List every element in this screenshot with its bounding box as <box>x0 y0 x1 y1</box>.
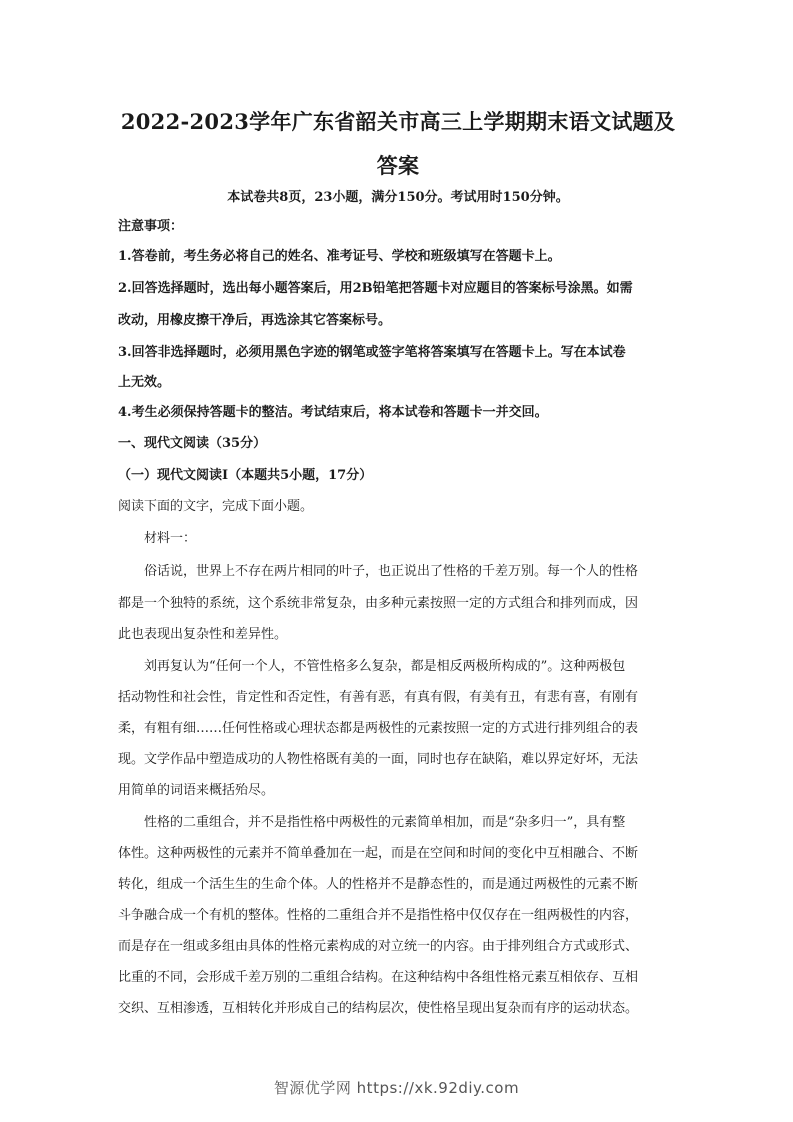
paragraph-line: 括动物性和社会性，肯定性和否定性，有善有恶，有真有假，有美有丑，有悲有喜，有刚有 <box>118 690 639 705</box>
notice-line: 2.回答选择题时，选出每小题答案后，用2B铅笔把答题卡对应题目的答案标号涂黑。如需 <box>118 281 633 296</box>
exam-info: 本试卷共8页，23小题，满分150分。考试用时150分钟。 <box>227 190 569 205</box>
paragraph-line: 现。文学作品中塑造成功的人物性格既有美的一面，同时也存在缺陷，难以界定好坏，无法 <box>118 752 639 767</box>
paragraph-line: 交织、互相渗透，互相转化并形成自己的结构层次，使性格呈现出复杂而有序的运动状态。 <box>118 1001 639 1016</box>
paragraph-line: 柔，有粗有细……任何性格或心理状态都是两极性的元素按照一定的方式进行排列组合的表 <box>118 721 639 736</box>
notice-line: 3.回答非选择题时，必须用黑色字迹的钢笔或签字笔将答案填写在答题卡上。写在本试卷 <box>118 345 626 360</box>
instruction-text: 阅读下面的文字，完成下面小题。 <box>118 499 314 514</box>
paragraph-line: 斗争融合成一个有机的整体。性格的二重组合并不是指性格中仅仅存在一组两极性的内容， <box>118 908 639 923</box>
paragraph-line: 而是存在一组或多组由具体的性格元素构成的对立统一的内容。由于排列组合方式或形式、 <box>118 939 639 954</box>
paragraph-line: 比重的不同，会形成千差万别的二重组合结构。在这种结构中各组性格元素互相依存、互相 <box>118 970 639 985</box>
material-label: 材料一： <box>144 531 197 546</box>
paragraph-line: 刘再复认为“任何一个人，不管性格多么复杂，都是相反两极所构成的”。这种两极包 <box>144 659 626 674</box>
notice-line: 上无效。 <box>118 375 171 390</box>
notice-heading: 注意事项： <box>118 219 184 234</box>
subsection-heading: （一）现代文阅读Ⅰ（本题共5小题，17分） <box>118 468 373 483</box>
paragraph-line: 转化，组成一个活生生的生命个体。人的性格并不是静态性的，而是通过两极性的元素不断 <box>118 877 639 892</box>
paragraph-line: 用简单的词语来概括殆尽。 <box>118 783 275 798</box>
notice-line: 1.答卷前，考生务必将自己的姓名、准考证号、学校和班级填写在答题卡上。 <box>118 249 561 264</box>
section-heading: 一、现代文阅读（35分） <box>118 436 267 451</box>
watermark-footer: 智源优学网 https://xk.92diy.com <box>273 1079 520 1097</box>
notice-line: 4.考生必须保持答题卡的整洁。考试结束后，将本试卷和答题卡一并交回。 <box>118 405 548 420</box>
paragraph-line: 体性。这种两极性的元素并不简单叠加在一起，而是在空间和时间的变化中互相融合、不断 <box>118 846 639 861</box>
notice-line: 改动，用橡皮擦干净后，再选涂其它答案标号。 <box>118 313 392 328</box>
paragraph-line: 都是一个独特的系统，这个系统非常复杂，由多种元素按照一定的方式组合和排列而成，因 <box>118 596 639 611</box>
paragraph-line: 此也表现出复杂性和差异性。 <box>118 627 288 642</box>
paragraph-line: 性格的二重组合，并不是指性格中两极性的元素简单相加，而是“杂多归一”，具有整 <box>144 815 626 830</box>
paragraph-line: 俗话说，世界上不存在两片相同的叶子，也正说出了性格的千差万别。每一个人的性格 <box>144 564 639 579</box>
document-title: 2022-2023学年广东省韶关市高三上学期期末语文试题及答案 <box>120 109 676 178</box>
